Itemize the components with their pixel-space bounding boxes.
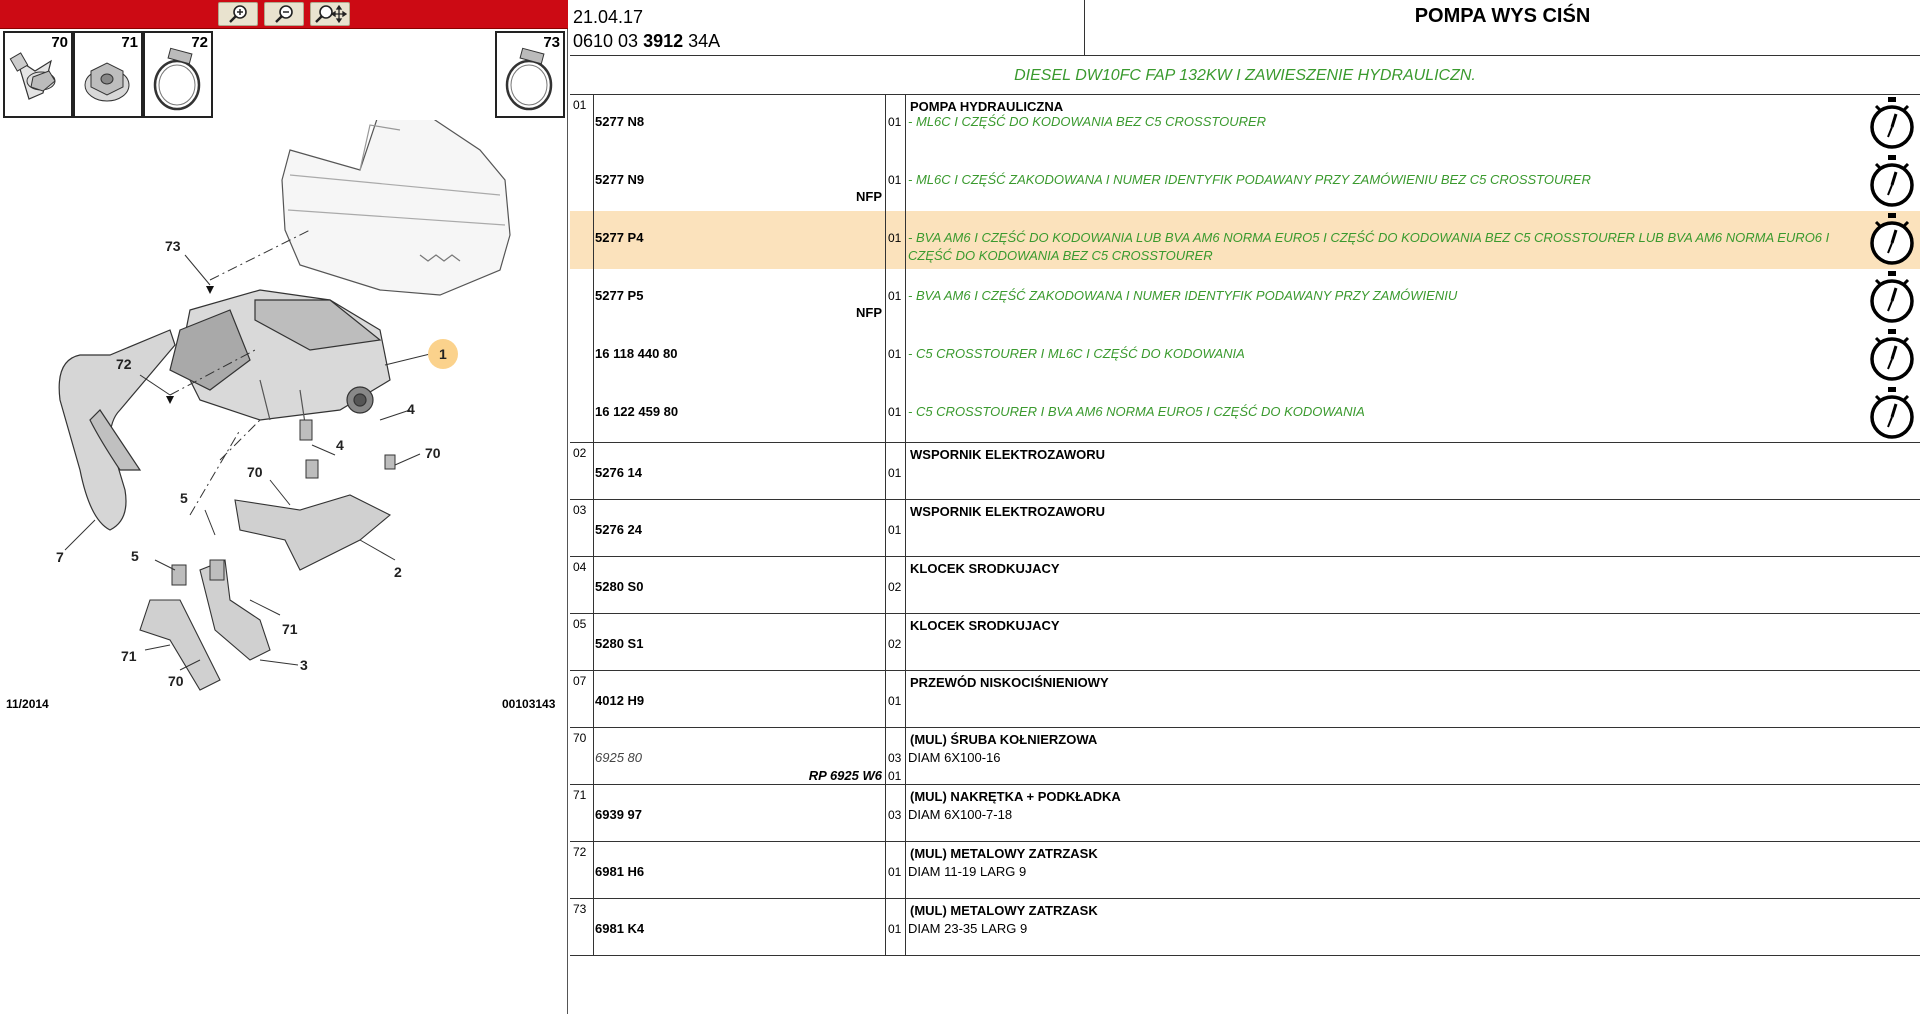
ref-prefix: 0610 03 xyxy=(573,31,644,51)
header-info xyxy=(570,0,1085,56)
ref-column xyxy=(594,95,886,442)
part-group-73 xyxy=(570,899,1920,956)
part-group-01 xyxy=(570,95,1920,443)
hose-clamp-icon xyxy=(147,41,211,113)
diagram-date: 11/2014 xyxy=(6,697,49,711)
part-quantity: 03 xyxy=(888,808,902,822)
thumbnail-number: 73 xyxy=(543,34,560,51)
callout-73: 73 xyxy=(165,238,181,254)
flange-nut-icon xyxy=(77,41,141,113)
part-group-04 xyxy=(570,557,1920,614)
callout-70b: 70 xyxy=(247,464,263,480)
part-quantity: 03 xyxy=(888,751,902,765)
part-description: - ML6C I CZĘŚĆ ZAKODOWANA I NUMER IDENTYFIK PODAWANY PRZY ZAMÓWIENIU BEZ C5 CROSSTOURER xyxy=(908,172,1591,187)
callout-1: 1 xyxy=(439,346,447,362)
thumbnail-part-73[interactable] xyxy=(495,31,565,118)
group-index: 71 xyxy=(570,785,594,841)
part-description: - C5 CROSSTOURER I BVA AM6 NORMA EURO5 I CZĘŚĆ DO KODOWANIA xyxy=(908,404,1365,419)
part-reference[interactable]: 5277 N8 xyxy=(595,114,645,129)
group-title: (MUL) METALOWY ZATRZASK xyxy=(910,903,1098,918)
thumbnail-part-72[interactable] xyxy=(143,31,213,118)
part-description: DIAM 6X100-7-18 xyxy=(908,807,1013,822)
stopwatch-icon[interactable] xyxy=(1867,213,1917,267)
group-index: 72 xyxy=(570,842,594,898)
part-reference[interactable]: 5280 S0 xyxy=(595,579,644,594)
group-title: KLOCEK SRODKUJACY xyxy=(910,618,1060,633)
callout-4b: 4 xyxy=(336,437,344,453)
part-quantity: 01 xyxy=(888,922,902,936)
arrow-73 xyxy=(206,286,214,294)
part-reference[interactable]: 5277 P4 xyxy=(595,230,644,245)
part-group-02 xyxy=(570,443,1920,500)
part-reference[interactable]: 5277 N9 xyxy=(595,172,645,187)
part-quantity: 01 xyxy=(888,289,902,303)
callout-71b: 71 xyxy=(121,648,137,664)
flange-bolt-icon xyxy=(7,41,71,113)
part-quantity: 01 xyxy=(888,405,902,419)
callout-72: 72 xyxy=(116,356,132,372)
zoom-move-button[interactable] xyxy=(310,2,350,26)
callout-7: 7 xyxy=(56,549,64,565)
part-group-70 xyxy=(570,728,1920,785)
part-description: DIAM 11-19 LARG 9 xyxy=(908,864,1027,879)
thumbnail-part-71[interactable] xyxy=(73,31,143,118)
group-title: (MUL) METALOWY ZATRZASK xyxy=(910,846,1098,861)
page-title: POMPA WYS CIŚN xyxy=(1414,5,1591,27)
part-reference[interactable]: 5277 P5 xyxy=(595,288,644,303)
nfp-label: NFP xyxy=(856,305,882,320)
part-reference[interactable]: 6925 80 xyxy=(595,750,642,765)
part-group-03 xyxy=(570,500,1920,557)
group-index: 05 xyxy=(570,614,594,670)
part-description: - BVA AM6 I CZĘŚĆ ZAKODOWANA I NUMER IDENTYFIK PODAWANY PRZY ZAMÓWIENIU xyxy=(908,288,1458,303)
part-group-05 xyxy=(570,614,1920,671)
header-date: 21.04.17 xyxy=(573,7,644,27)
callout-5: 5 xyxy=(180,490,188,506)
group-title: KLOCEK SRODKUJACY xyxy=(910,561,1060,576)
group-index: 04 xyxy=(570,557,594,613)
zoom-in-button[interactable] xyxy=(218,2,258,26)
arrow-72 xyxy=(166,396,174,404)
part-reference[interactable]: 5276 24 xyxy=(595,522,642,537)
group-index: 73 xyxy=(570,899,594,955)
diagram-panel xyxy=(0,0,568,1014)
ref-suffix: 34A xyxy=(683,31,721,51)
thumbnail-number: 71 xyxy=(121,34,138,51)
callout-70c: 70 xyxy=(168,673,184,689)
stopwatch-icon[interactable] xyxy=(1867,155,1917,209)
part-reference[interactable]: 6939 97 xyxy=(595,807,642,822)
group-index: 01 xyxy=(570,95,594,442)
callout-2: 2 xyxy=(394,564,402,580)
stopwatch-icon[interactable] xyxy=(1867,97,1917,151)
group-title: POMPA HYDRAULICZNA xyxy=(910,99,1064,114)
parts-list-panel xyxy=(570,0,1920,1014)
callout-4: 4 xyxy=(407,401,415,417)
part-quantity: 01 xyxy=(888,173,902,187)
hose-clamp-icon xyxy=(499,41,563,113)
group-title: (MUL) NAKRĘTKA + PODKŁADKA xyxy=(910,789,1121,804)
nfp-label: NFP xyxy=(856,189,882,204)
header-reference xyxy=(573,29,1081,53)
reservoir-tank xyxy=(282,120,510,295)
diagram-toolbar xyxy=(0,0,568,29)
part-description: DIAM 23-35 LARG 9 xyxy=(908,921,1028,936)
stopwatch-icon[interactable] xyxy=(1867,387,1917,441)
part-reference[interactable]: 5276 14 xyxy=(595,465,642,480)
callout-71: 71 xyxy=(282,621,298,637)
stopwatch-icon[interactable] xyxy=(1867,329,1917,383)
part-description: DIAM 6X100-16 xyxy=(908,750,1001,765)
thumbnail-number: 70 xyxy=(51,34,68,51)
replacement-quantity: 01 xyxy=(888,769,902,783)
header xyxy=(570,0,1920,56)
part-group-72 xyxy=(570,842,1920,899)
group-index: 02 xyxy=(570,443,594,499)
desc-column xyxy=(906,95,1920,442)
part-quantity: 01 xyxy=(888,231,902,245)
part-quantity: 01 xyxy=(888,466,902,480)
group-title: (MUL) ŚRUBA KOŁNIERZOWA xyxy=(910,732,1098,747)
callout-70: 70 xyxy=(425,445,441,461)
part-quantity: 01 xyxy=(888,347,902,361)
part-reference[interactable]: 5280 S1 xyxy=(595,636,644,651)
callout-3: 3 xyxy=(300,657,308,673)
group-title: WSPORNIK ELEKTROZAWORU xyxy=(910,447,1105,462)
part-quantity: 01 xyxy=(888,865,902,879)
part-description: - ML6C I CZĘŚĆ DO KODOWANIA BEZ C5 CROSSTOURER xyxy=(908,114,1267,129)
zoom-in-icon xyxy=(221,3,255,25)
parts-table xyxy=(570,95,1920,956)
part-reference[interactable]: 16 118 440 80 xyxy=(595,346,678,361)
hydraulic-pump xyxy=(170,290,390,430)
part-reference[interactable]: 4012 H9 xyxy=(595,693,645,708)
zoom-out-icon xyxy=(267,3,301,25)
group-title: WSPORNIK ELEKTROZAWORU xyxy=(910,504,1105,519)
part-quantity: 01 xyxy=(888,523,902,537)
zoom-move-icon xyxy=(313,3,347,25)
part-quantity: 02 xyxy=(888,580,902,594)
part-description: - BVA AM6 I CZĘŚĆ DO KODOWANIA LUB BVA AM6 NORMA EURO5 I CZĘŚĆ DO KODOWANIA BEZ C5 CROSSTOURER LUB BVA AM6 NORMA EURO6 I CZĘŚĆ DO KODOWANIA BEZ C5 CROSSTOURER xyxy=(908,230,1830,263)
diagram-code: 00103143 xyxy=(502,697,556,711)
exploded-parts-diagram xyxy=(0,120,566,720)
part-quantity: 02 xyxy=(888,637,902,651)
thumbnail-number: 72 xyxy=(191,34,208,51)
part-reference[interactable]: 6981 K4 xyxy=(595,921,645,936)
part-reference[interactable]: 16 122 459 80 xyxy=(595,404,679,419)
zoom-out-button[interactable] xyxy=(264,2,304,26)
stopwatch-icon[interactable] xyxy=(1867,271,1917,325)
vehicle-subtitle: DIESEL DW10FC FAP 132KW I ZAWIESZENIE HYDRAULICZN. xyxy=(570,57,1920,95)
part-group-71 xyxy=(570,785,1920,842)
part-quantity: 01 xyxy=(888,694,902,708)
group-index: 70 xyxy=(570,728,594,784)
thumbnail-part-70[interactable] xyxy=(3,31,73,118)
group-title: PRZEWÓD NISKOCIŚNIENIOWY xyxy=(910,675,1109,690)
part-description: - C5 CROSSTOURER I ML6C I CZĘŚĆ DO KODOWANIA xyxy=(908,346,1245,361)
callout-5b: 5 xyxy=(131,548,139,564)
part-group-07 xyxy=(570,671,1920,728)
part-reference[interactable]: 6981 H6 xyxy=(595,864,645,879)
qty-column xyxy=(886,95,906,442)
replacement-reference[interactable]: RP 6925 W6 xyxy=(808,768,882,783)
group-index: 07 xyxy=(570,671,594,727)
group-index: 03 xyxy=(570,500,594,556)
part-quantity: 01 xyxy=(888,115,902,129)
ref-bold: 3912 xyxy=(643,31,684,51)
